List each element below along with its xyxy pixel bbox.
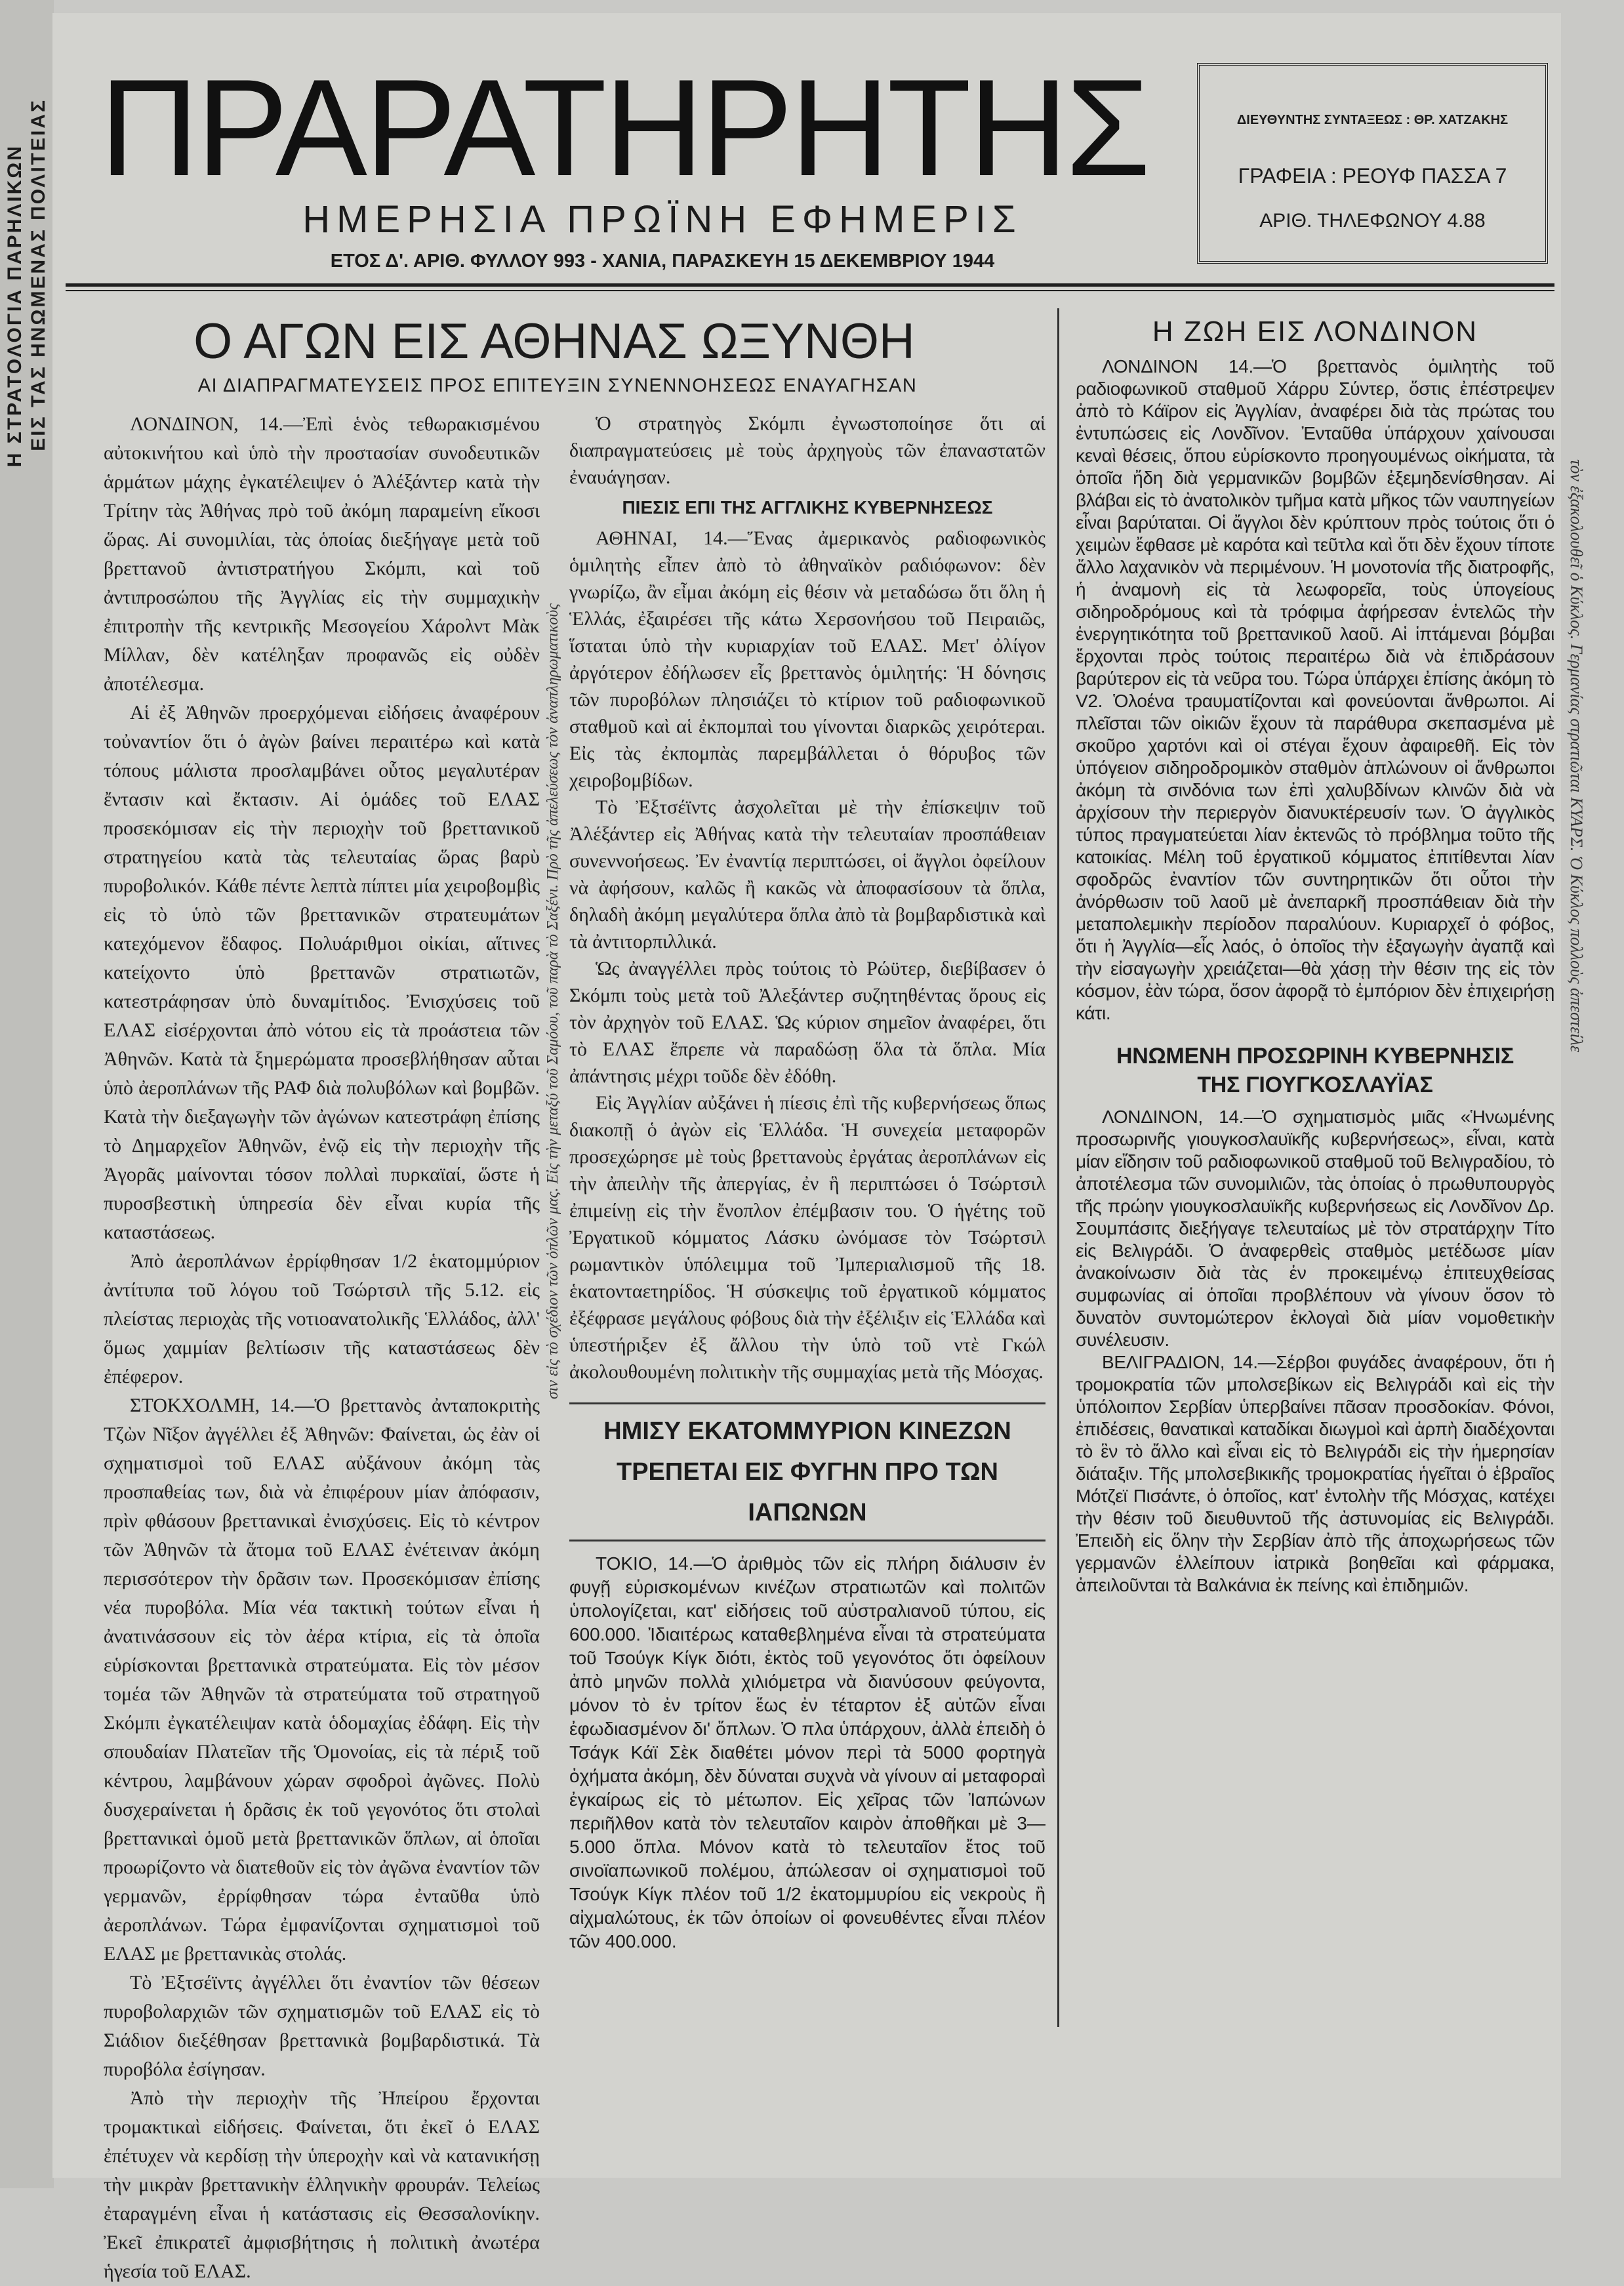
article-column-2: [569, 410, 1045, 1953]
paragraph: Αἱ ἐξ Ἀθηνῶν προερχόμεναι εἰδήσεις ἀναφέρουν τοὐναντίον ὅτι ὁ ἀγὼν βαίνει περαιτέρω καὶ κατὰ τόπους μάλιστα προσλαμβάνει οὗτος μεγαλυτέραν ἔντασιν καὶ ἔκτασιν. Αἱ ὁμάδες τοῦ ΕΛΑΣ προσεκόμισαν εἰς τὴν περιοχὴν τοῦ βρεττανικοῦ στρατηγείου κατὰ τὰς τελευταίας ὥρας βαρὺ πυροβολικόν. Κάθε πέντε λεπτὰ πίπτει μία χειροβομβὶς εἰς τὸ ὑπὸ τῶν βρεττανικῶν στρατευμάτων κατεχόμενον ἔδαφος. Πολυάριθμοι οἰκίαι, αἵτινες κατείχοντο ὑπὸ βρεττανῶν στρατιωτῶν, κατεστράφησαν ὑπὸ δυναμίτιδος. Ἐνισχύσεις τοῦ ΕΛΑΣ εἰσέρχονται ἀπὸ νότου εἰς τὰ προάστεια τῶν Ἀθηνῶν. Κατὰ τὰ ξημερώματα προσεβλήθησαν αὗται ὑπὸ ἀεροπλάνων τῆς ΡΑΦ διὰ πολυβόλων καὶ βομβῶν. Κατὰ τὴν διεξαγωγὴν τῶν ἀγώνων κατεστράφη ἐπίσης τὸ Δημαρχεῖον Ἀθηνῶν, ἐνῷ εἰς τὴν περιοχὴν τῆς Ἀγορᾶς μαίνονται τόσον πολλαὶ πυρκαϊαί, ὥστε ἡ πυροσβεστικὴ ὑπηρεσία δὲν εἶναι κυρία τῆς καταστάσεως.: [104, 702, 540, 1243]
masthead-info-box: [1197, 63, 1548, 264]
china-headline-line-2: ΤΡΕΠΕΤΑΙ ΕΙΣ ΦΥΓΗΝ ΠΡΟ ΤΩΝ ΙΑΠΩΝΩΝ: [616, 1458, 998, 1526]
phone-line: ΑΡΙΘ. ΤΗΛΕΦΩΝΟΥ 4.88: [1259, 210, 1486, 232]
margin-headline-2: ΕΙΣ ΤΑΣ ΗΝΩΜΕΝΑΣ ΠΟΛΙΤΕΙΑΣ: [28, 98, 49, 451]
masthead-rule: [66, 283, 1554, 287]
yugoslavia-headline-line-1: ΗΝΩΜΕΝΗ ΠΡΟΣΩΡΙΝΗ ΚΥΒΕΡΝΗΣΙΣ: [1116, 1044, 1514, 1069]
yugoslavia-headline: [1076, 1042, 1554, 1099]
binding-margin: [0, 0, 54, 2188]
paragraph: ΑΘΗΝΑΙ, 14.—Ἕνας ἀμερικανὸς ραδιοφωνικὸς ὁμιλητὴς εἶπεν ἀπὸ τὸ ἀθηναϊκὸν ραδιόφωνον: δὲν γνωρίζω, ἂν εἶμαι ἀκόμη εἰς θέσιν νὰ μεταδώσω ὅτι ὅλη ἡ Ἑλλάς, ἐξαιρέσει τῆς κάτω Χερσονήσου τοῦ Πειραιῶς, ἵσταται ὑπὸ τὴν κυριαρχίαν τοῦ ΕΛΑΣ. Μετ' ὀλίγον ἀργότερον ἐδήλωσεν εἷς βρεττανὸς ὁμιλητής: Ἡ δόνησις τῶν πυροβόλων πλησιάζει τὸ κτίριον τοῦ ραδιοφωνικοῦ σταθμοῦ καὶ αἱ ἐκπομπαὶ του γίνονται διαρκῶς χειρότεραι. Εἰς τὰς ἐκπομπὰς παρεμβάλλεται ὁ θόρυβος τῶν χειροβομβίδων.: [569, 527, 1045, 791]
paragraph: Ἀπὸ τὴν περιοχὴν τῆς Ἠπείρου ἔρχονται τρομακτικαὶ εἰδήσεις. Φαίνεται, ὅτι ἐκεῖ ὁ ΕΛΑΣ ἐπέτυχεν νὰ κερδίσῃ τὴν ὑπεροχὴν καὶ νὰ κατανικήσῃ τὴν μικρὰν βρεττανικὴν ἑλληνικὴν φρουράν. Τελείως ἐταραγμένη εἶναι ἡ κατάστασις εἰς Θεσσαλονίκην. Ἐκεῖ ἐπικρατεῖ ἀμφισβήτησις ἡ πολιτικὴ ἀνωτέρα ἡγεσία τοῦ ΕΛΑΣ.: [104, 2087, 540, 2282]
column-divider: [1057, 308, 1059, 2027]
editor-line: ΔΙΕΥΘΥΝΤΗΣ ΣΥΝΤΑΞΕΩΣ : ΘΡ. ΧΑΤΖΑΚΗΣ: [1236, 113, 1509, 127]
right-column: [1076, 314, 1554, 1597]
paragraph: ΒΕΛΙΓΡΑΔΙΟΝ, 14.—Σέρβοι φυγάδες ἀναφέρουν, ὅτι ἡ τρομοκρατία τῶν μπολσεβίκων εἰς Βελιγράδι καὶ εἰς τὴν ὑπόλοιπον Σερβίαν ὑπερβαίνει πᾶσαν προσδοκίαν. Φόνοι, ἐπιδέσεις, θανατικαὶ καταδίκαι διωγμοὶ καὶ ἁρπὴ διαδέχονται τὸ ἓν τὸ ἄλλο καὶ εἶναι εἰς τὸ Βελιγράδι εἰς τὴν ἡμερησίαν διάταξιν. Τῆς μπολσεβικικῆς τρομοκρατίας ἡγεῖται ὁ ἑβραῖος Μότζεϊ Πισάντε, ὁ ὁποῖος, κατ' ἐντολὴν τῆς Μόσχας, κατέχει τὴν θέσιν τοῦ διευθυντοῦ τῆς ἀστυνομίας εἰς Βελιγράδι. Ἐπειδὴ εἰς ὅλην τὴν Σερβίαν ἀπὸ τῆς ἀποχωρήσεως τῶν γερμανῶν ἐλλείπουν ἰατρικὰ βοηθεῖαι καὶ φάρμακα, ἀπειλοῦνται τὰ Βαλκάνια ἐκ πείνης καὶ ἐπιδημιῶν.: [1076, 1352, 1554, 1595]
article-column-1: [104, 410, 540, 2286]
margin-headline: Η ΣΤΡΑΤΟΛΟΓΙΑ ΠΑΡΗΛΙΚΩΝ: [4, 144, 26, 468]
china-headline: [569, 1402, 1045, 1541]
paragraph: Ἀπὸ ἀεροπλάνων ἐρρίφθησαν 1/2 ἑκατομμύριον ἀντίτυπα τοῦ λόγου τοῦ Τσώρτσιλ τῆς 5.12. εἰς πλείστας περιοχὰς τῆς νοτιοανατολικῆς Ἑλλάδος, ἀλλ' ὅμως χαμμίαν βελτίωσιν τῆς καταστάσεως δὲν ἐπέφερον.: [104, 1250, 540, 1387]
yugoslavia-headline-line-2: ΤΗΣ ΓΙΟΥΓΚΟΣΛΑΥΪΑΣ: [1197, 1072, 1433, 1097]
paragraph: ΛΟΝΔΙΝΟΝ, 14.—Ἐπὶ ἑνὸς τεθωρακισμένου αὐτοκινήτου καὶ ὑπὸ τὴν προστασίαν συνοδευτικῶν ἁρμάτων μάχης ἐγκατέλειψεν ὁ Ἀλέξάντερ κατὰ τὴν Τρίτην τὰς Ἀθήνας πρὸ τοῦ ἀκόμη παραμείνη εἴκοσι ὥρας. Αἱ συνομιλίαι, τὰς ὁποίας διεξήγαγε μετὰ τοῦ βρεττανοῦ ἀντιστρατήγου Σκόμπι, καὶ τοῦ ἀντιπροσώπου τῆς Ἀγγλίας εἰς τὴν συμμαχικὴν ἐπιτροπὴν τῆς κεντρικῆς Μεσογείου Χάρολντ Μὰκ Μίλλαν, δὲν κατέληξαν προφανῶς εἰς οὐδὲν ἀποτέλεσμα.: [104, 413, 540, 695]
gutter-text-left: σιν εἰς τὸ σχέδιον τῶν ὁπλῶν μας. Εἰς τὴν μεταξύ τοῦ Σαμόου, τοῦ παρὰ τὸ Σαξένι. Πρὸ τῆς ἀπελεύσεως τὸν ἀναπληρωματικοὺς: [544, 603, 561, 1400]
offices-line: ΓΡΑΦΕΙΑ : ΡΕΟΥΦ ΠΑΣΣΑ 7: [1238, 164, 1507, 188]
paragraph: ΛΟΝΔΙΝΟΝ, 14.—Ὁ σχηματισμὸς μιᾶς «Ἡνωμένης προσωρινῆς γιουγκοσλαυϊκῆς κυβερνήσεως», εἶναι, κατὰ μίαν εἴδησιν τοῦ ραδιοφωνικοῦ σταθμοῦ τοῦ Βελιγραδίου, τὸ ἀποτέλεσμα τῶν συνομιλιῶν, τὰς ὁποίας ὁ πρωθυπουργὸς τῆς πρώην γιουγκοσλαυϊκῆς κυβερνήσεως εἰς Λονδῖνον Δρ. Σουμπάσιτς διεξήγαγε τελευταίως μὲ τὸν στρατάρχην Τίτο εἰς Βελιγράδι. Ὁ ἀναφερθεὶς σταθμὸς μετέδωσε μίαν ἀνακοίνωσιν διὰ τὰς ἐν προκειμένῳ ἐπιτευχθείσας συμφωνίας αἱ ὁποῖαι προβλέπουν νὰ γίνουν ὅσον τὸ δυνατὸν συντομώτερον ἐκλογαὶ διὰ μίαν νομοθετικὴν συνέλευσιν.: [1076, 1107, 1554, 1350]
masthead-subtitle: ΗΜΕΡΗΣΙΑ ΠΡΩΪΝΗ ΕΦΗΜΕΡΙΣ: [302, 198, 1023, 241]
paragraph: Ὡς ἀναγγέλλει πρὸς τούτοις τὸ Ρώϋτερ, διεβίβασεν ὁ Σκόμπι τοὺς μετὰ τοῦ Ἀλεξάντερ συζητηθέντας ὅρους εἰς τὸν ἀρχηγὸν τοῦ ΕΛΑΣ. Ὡς κύριον σημεῖον ἀναφέρει, ὅτι τὸ ΕΛΑΣ ἔπρεπε νὰ παραδώσῃ ὅλα τὰ ὅπλα. Μία ἀπάντησις μέχρι τοῦδε δὲν ἐδόθη.: [569, 958, 1045, 1087]
paragraph: Ὁ στρατηγὸς Σκόμπι ἐγνωστοποίησε ὅτι αἱ διαπραγματεύσεις μὲ τοὺς ἀρχηγοὺς τῶν ἐπαναστατῶν ἐναυάγησαν.: [569, 413, 1045, 488]
masthead-title: ΠΡΑΡΑΤΗΡΗΤΗΣ: [99, 51, 1148, 205]
section-heading: ΠΙΕΣΙΣ ΕΠΙ ΤΗΣ ΑΓΓΛΙΚΗΣ ΚΥΒΕΡΝΗΣΕΩΣ: [622, 497, 993, 518]
margin-text-right: τὸν ἐξακολουθεῖ ὁ Κύκλος. Γερμανίας στρατιῶται ΚΥΑΡΣ. Ὁ Κύκλος πολλοὺς ἀπεστείλε: [1567, 459, 1586, 1053]
china-headline-line-1: ΗΜΙΣΥ ΕΚΑΤΟΜΜΥΡΙΟΝ ΚΙΝΕΖΩΝ: [603, 1418, 1011, 1445]
paragraph: Εἰς Ἀγγλίαν αὐξάνει ἡ πίεσις ἐπὶ τῆς κυβερνήσεως ὅπως διακοπῇ ὁ ἀγὼν εἰς Ἑλλάδα. Ἡ συνεχεία μεταφορῶν προσεχώρησε μὲ τοὺς βρεττανοὺς ἐργάτας ἀεροπλάνων εἰς τὴν ἀπειλὴν τῆς ἀπεργίας, ἐν ἣ περιπτώσει ὁ Τσώρτσιλ ἐπιμείνῃ εἰς τὴν ἔνοπλον ἐπέμβασιν του. Ὁ ἡγέτης τοῦ Ἐργατικοῦ κόμματος Λάσκυ ὠνόμασε τὸν Τσώρτσιλ ρωμαντικὸν ὑπόλειμμα τοῦ Ἰμπεριαλισμοῦ τῆς 18. ἑκατονταετηρίδος. Ἡ σύσκεψις τοῦ ἐργατικοῦ κόμματος ἐξέφρασε μεγάλους φόβους διὰ τὴν ἐξέλιξιν εἰς Ἑλλάδα καὶ ὑπεστήριξεν ἐξ ἄλλου τὴν ὑπὸ τοῦ ντὲ Γκώλ ἀκολουθουμένη πολιτικὴν τῆς συμμαχίας μετὰ τῆς Μόσχας.: [569, 1092, 1045, 1383]
masthead-rule-thin: [66, 290, 1554, 291]
paragraph: Τὸ Ἐξτσέϊντς ἀγγέλλει ὅτι ἐναντίον τῶν θέσεων πυροβολαρχιῶν τῶν σχηματισμῶν τοῦ ΕΛΑΣ εἰς τὸ Σιάδιον διεξέθησαν βρεττανικὰ βομβαρδιστικά. Τὰ πυροβόλα ἐσίγησαν.: [104, 1972, 540, 2080]
china-article: ΤΟΚΙΟ, 14.—Ὁ ἀριθμὸς τῶν εἰς πλήρη διάλυσιν ἐν φυγῇ εὑρισκομένων κινέζων στρατιωτῶν καὶ πολιτῶν ὑπολογίζεται, κατ' εἰδήσεις τοῦ αὐστραλιανοῦ τύπου, εἰς 600.000. Ἰδιαιτέρως καταθεβλημένα εἶναι τὰ στρατεύματα τοῦ Τσούγκ Κίγκ διότι, ἐκτὸς τοῦ γεγονότος ὅτι ὀφείλουν ἀπὸ μηνῶν πολλὰ χιλιόμετρα νὰ διανύσουν φεύγοντα, μόνον τὸ ἐν τρίτον ἕως ἐν τέταρτον ἐξ αὐτῶν εἶναι ἐφωδιασμένον δι' ὅπλων. Ὁ πλα ὑπάρχουν, ἀλλὰ ἐπειδὴ ὁ Τσάγκ Κάϊ Σὲκ διαθέτει μόνον περὶ τὰ 5000 φορτηγὰ ὀχήματα ἀκόμη, δὲν δύναται συχνὰ νὰ γίνουν αἱ μεταφοραὶ ἐγκαίρως εἰς τὸ μέτωπον. Εἰς χεῖρας τῶν Ἰαπώνων περιῆλθον κατὰ τὸν τελευταῖον καιρὸν ἀποθῆκαι μὲ 3—5.000 ὅπλα. Μόνον κατὰ τὸ τελευταῖον ἔτος τοῦ σινοϊαπωνικοῦ πολέμου, ἀπώλεσαν οἱ σχηματισμοὶ τοῦ Τσούγκ Κίγκ πλέον τοῦ 1/2 ἑκατομμυρίου εἰς νεκροὺς ἢ αἰχμαλώτους, ἐκ τῶν ὁποίων οἱ φονευθέντες εἶναι πλέον τῶν 400.000.: [569, 1553, 1045, 1951]
london-article: ΛΟΝΔΙΝΟΝ 14.—Ὁ βρεττανὸς ὁμιλητὴς τοῦ ραδιοφωνικοῦ σταθμοῦ Χάρρυ Σύντερ, ὅστις ἐπέστρεψεν ἀπὸ τὸ Κάϊρον εἰς Ἀγγλίαν, ἀναφέρει διὰ τὰς πρώτας του ἐντυπώσεις εἰς Λονδῖνον. Ἐνταῦθα ὑπάρχουν χαίνουσαι κεναὶ θέσεις, ὅπου εὑρίσκοντο προηγουμένως οἰκήματα, τὰ ὁποῖα ἤδη διὰ γερμανικῶν βομβῶν ἐξεμηδενίσθησαν. Αἱ βλάβαι εἰς τὸ ἀνατολικὸν τμῆμα κατὰ μῆκος τῶν ναυπηγείων εἶναι βαρύταται. Οἱ ἄγγλοι δὲν κρύπτουν πρὸς τούτοις ὅτι ὁ χειμὼν ἔφθασε μὲ καρότα καὶ τεῦτλα καὶ ὅτι δὲν ἔχουν τίποτε ἄλλο λαχανικὸν νὰ περιμένουν. Ἡ μονοτονία τῆς διατροφῆς, ἡ ἀναμονὴ εἰς τὰ λεωφορεῖα, τοὺς ὑπογείους σιδηροδρόμους καὶ τὰ τρόφιμα ἀφήρεσαν ἐντελῶς τὴν ἐνεργητικότητα τοῦ βρεττανικοῦ λαοῦ. Αἱ ἱπτάμεναι βόμβαι ἔρχονται πρὸς τούτοις περαιτέρω διὰ νὰ ἐπιδράσουν βαρύτερον εἰς τὰ νεῦρα του. Τώρα ὑπάρχει ἐπίσης ἀκόμη τὸ V2. Ὁλοένα τραυματίζονται καὶ φονεύονται ἄνθρωποι. Αἱ πλεῖσται τῶν οἰκιῶν ἔχουν τὰ παράθυρα σκεπασμένα μὲ σκοῦρο χαρτόνι καὶ οἱ στέγαι ἔχουν ἀφαιρεθῆ. Εἰς τὸν ὑπόγειον σιδηροδρομικὸν σταθμὸν ἁπλώνουν οἱ ἄνθρωποι ἀκόμη τὰ σινδόνια των ἐπὶ χαλυβδίνων κλινῶν διὰ νὰ ἀρχίσουν τὴν περιεργὸν διανυκτέρευσίν των. Ὁ ἀγγλικὸς τύπος πραγματεύεται λίαν ἐκτενῶς τὸ πρόβλημα τοῦτο τῆς κατοικίας. Μέλη τοῦ ἐργατικοῦ κόμματος ἐπιτίθενται λίαν σφοδρῶς ἐναντίον τῶν συντηρητικῶν ὅτι οὗτοι τὴν ἀνόρθωσιν τοῦ λαοῦ μὲ ἀνεπαρκῆ προσπάθειαν διὰ τὴν μεταπολεμικὴν περίοδον παραλύουν. Κυριαρχεῖ ὁ φόβος, ὅτι ἡ Ἀγγλία—εἷς λαός, ὁ ὁποῖος τὴν ἐξαγωγὴν ἀγαπᾷ καὶ τὴν εἰσαγωγὴν χρειάζεται—θὰ χάσῃ τὴν θέσιν της εἰς τὸν κόσμον, ἐὰν τώρα, ὅσον ἀφορᾷ τὸ ἐμπόριον δὲν ἐπιχειρήσῃ κάτι.: [1076, 356, 1554, 1023]
issue-dateline: ΕΤΟΣ Δ'. ΑΡΙΘ. ΦΥΛΛΟΥ 993 - ΧΑΝΙΑ, ΠΑΡΑΣΚΕΥΗ 15 ΔΕΚΕΜΒΡΙΟΥ 1944: [330, 251, 995, 272]
main-subheadline: ΑΙ ΔΙΑΠΡΑΓΜΑΤΕΥΣΕΙΣ ΠΡΟΣ ΕΠΙΤΕΥΞΙΝ ΣΥΝΕΝΝΟΗΣΕΩΣ ΕΝΑΥΑΓΗΣΑΝ: [197, 375, 918, 396]
paragraph: ΣΤΟΚΧΟΛΜΗ, 14.—Ὁ βρεττανὸς ἀνταποκριτὴς Τζὼν Νῖξον ἀγγέλλει ἐξ Ἀθηνῶν: Φαίνεται, ὡς ἐὰν οἱ σχηματισμοὶ τοῦ ΕΛΑΣ αὐξάνουν ἀκόμη τὰς προσπαθείας των, διὰ νὰ ἐπιφέρουν μίαν ἀπόφασιν, πρὶν φθάσουν βρεττανικαὶ ἐνισχύσεις. Εἰς τὸ κέντρον τῶν Ἀθηνῶν τὰ ἄτομα τοῦ ΕΛΑΣ ἐνέτειναν ἀκόμη περισσότερον τὴν δρᾶσιν των. Προσεκόμισαν ἐπίσης νέα πυροβόλα. Μία νέα τακτικὴ τούτων εἶναι ἡ ἀνατινάσσουν εἰς τὸν ἀέρα κτίρια, εἰς τὰ ὁποῖα εὑρίσκονται βρεττανικὰ στρατεύματα. Εἰς τὸν μέσον τομέα τῶν Ἀθηνῶν τὰ στρατεύματα τοῦ στρατηγοῦ Σκόμπι ἐγκατέλειψαν κατὰ ὁδομαχίας ἐδάφη. Εἰς τὴν σπουδαίαν Πλατεῖαν τῆς Ὁμονοίας, εἰς τὰ πέριξ τοῦ κέντρου, λαμβάνουν χώραν σφοδροὶ ἀγῶνες. Πολὺ δυσχεραίνεται ἡ δρᾶσις ἐκ τοῦ γεγονότος ὅτι στολαὶ βρεττανικαὶ ὁμοῦ μετὰ βρεττανικῶν ὅπλων, αἱ ὁποῖαι προωρίζοντο νὰ διατεθοῦν εἰς τὸν ἀγῶνα ἐναντίον τῶν γερμανῶν, ἐρρίφθησαν τώρα ἐνταῦθα ὑπὸ ἀεροπλάνων. Τώρα ἐμφανίζονται σχηματισμοὶ τοῦ ΕΛΑΣ με βρεττανικὰς στολάς.: [104, 1395, 540, 1965]
paragraph: Τὸ Ἐξτσέϊντς ἀσχολεῖται μὲ τὴν ἐπίσκεψιν τοῦ Ἀλέξάντερ εἰς Ἀθήνας κατὰ τὴν τελευταίαν προσπάθειαν συνεννοήσεως. Ἐν ἐναντίᾳ περιπτώσει, οἱ ἄγγλοι ὀφείλουν νὰ ἀφήσουν, καλῶς ἢ κακῶς νὰ ἀποφασίσουν τὰ ὅπλα, δηλαδὴ ἀκόμη μεγαλύτερα ὅπλα ἀπὸ τὰ βομβαρδιστικὰ καὶ τὰ ἀντιτορπιλλικά.: [569, 796, 1045, 952]
london-headline: Η ΖΩΗ ΕΙΣ ΛΟΝΔΙΝΟΝ: [1152, 316, 1478, 348]
main-headline: Ο ΑΓΩΝ ΕΙΣ ΑΘΗΝΑΣ ΩΞΥΝΘΗ: [193, 314, 915, 369]
